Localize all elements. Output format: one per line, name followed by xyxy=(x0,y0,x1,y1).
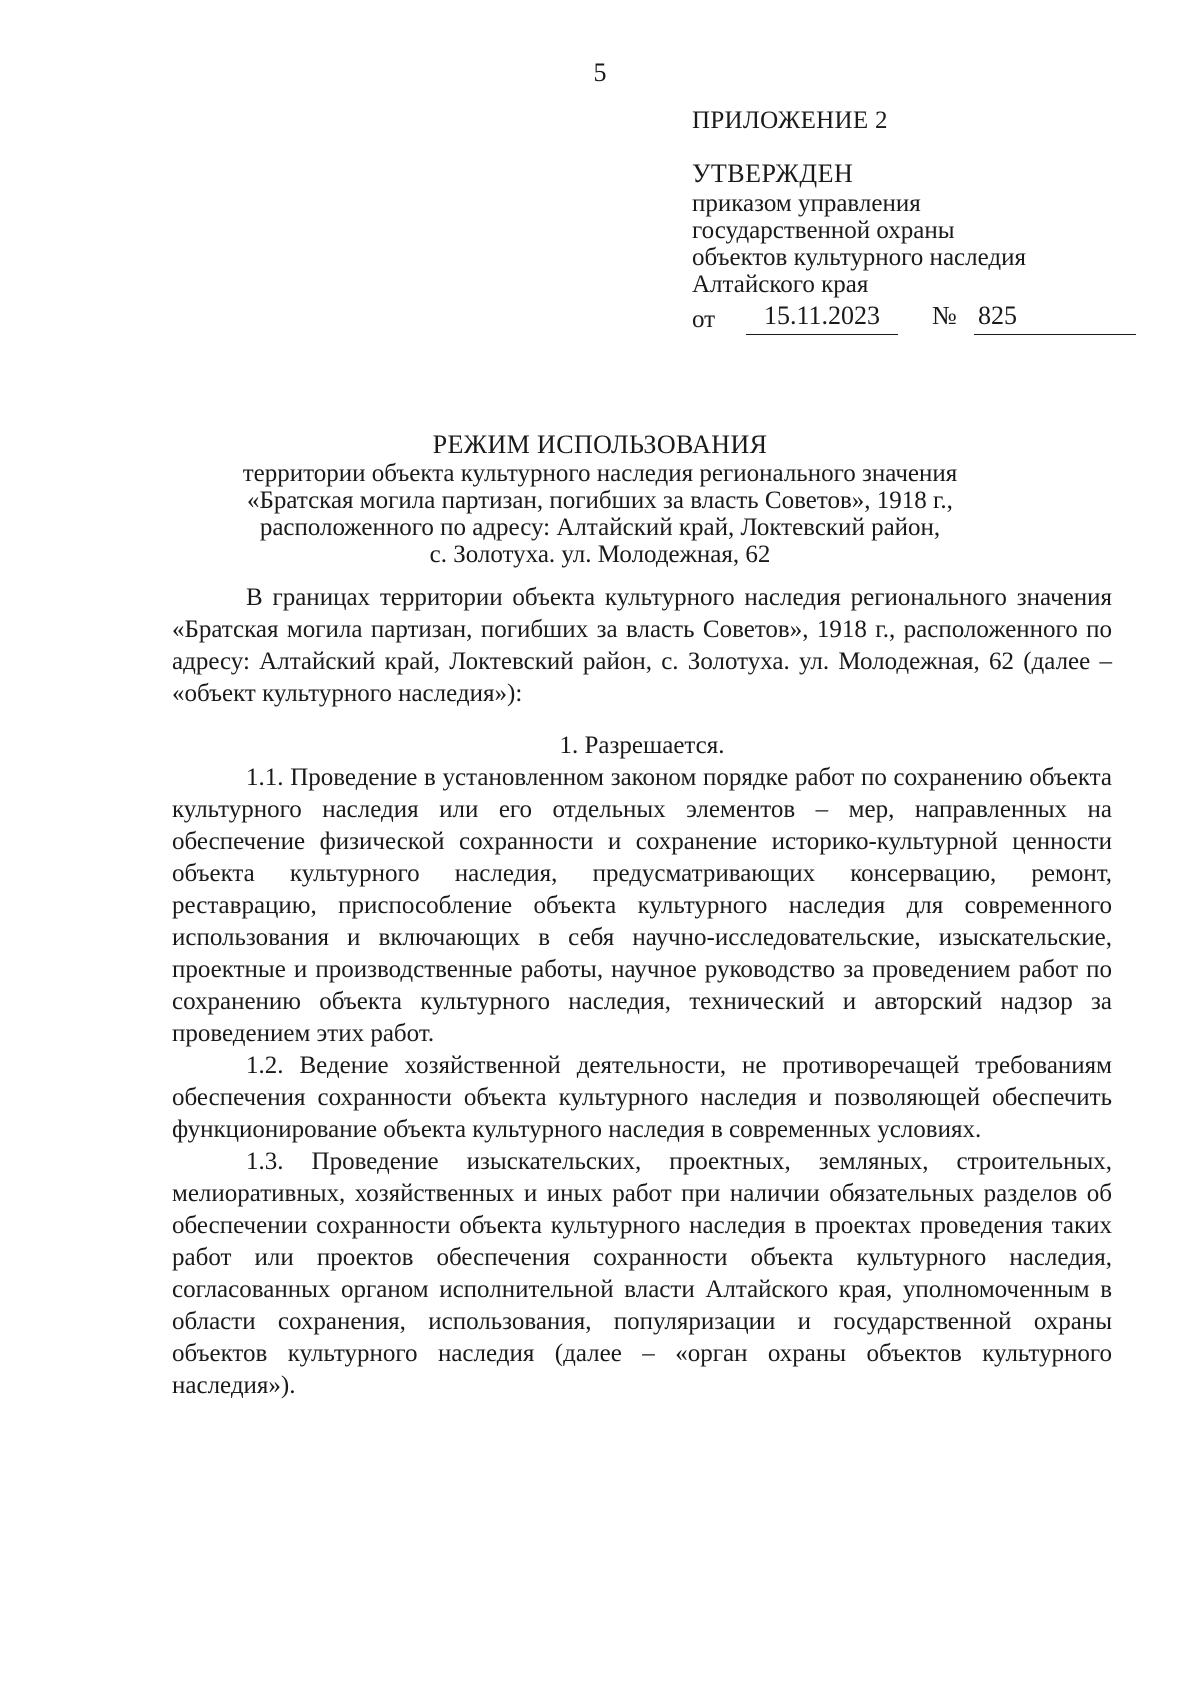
clause-1-2: 1.2. Ведение хозяйственной деятельности, не противоречащей требованиям обеспечения сохранности объекта культурного наследия и позволяющей обеспечить функционирование объекта культурного наследия в современных условиях. xyxy=(172,1052,1112,1143)
approval-stamp-block xyxy=(692,104,1132,340)
issuer-line-3: объектов культурного наследия xyxy=(692,244,1026,271)
order-date-line xyxy=(692,300,1132,340)
document-title: РЕЖИМ ИСПОЛЬЗОВАНИЯ xyxy=(432,430,768,459)
subtitle-line-3: расположенного по адресу: Алтайский край, Локтевский район, xyxy=(259,514,941,541)
issuer-line-4: Алтайского края xyxy=(692,271,869,298)
approved-label: УТВЕРЖДЕН xyxy=(692,159,854,188)
order-number: 825 xyxy=(974,300,1136,335)
section-1-heading: 1. Разрешается. xyxy=(559,732,725,759)
subtitle-line-4: с. Золотуха. ул. Молодежная, 62 xyxy=(429,541,771,568)
issuer-line-2: государственной охраны xyxy=(692,217,955,244)
order-date: 15.11.2023 xyxy=(746,300,898,335)
document-body xyxy=(172,582,1112,1402)
intro-paragraph: В границах территории объекта культурного наследия регионального значения «Братская могила партизан, погибших за власть Советов», 1918 г., расположенного по адресу: Алтайский край, Локтевский район, с. Золотуха. ул. Молодежная, 62 (далее – «объект культурного наследия»): xyxy=(172,584,1112,707)
page-number: 5 xyxy=(593,58,607,87)
date-prefix: от xyxy=(692,306,716,333)
subtitle-line-2: «Братская могила партизан, погибших за власть Советов», 1918 г., xyxy=(247,487,953,514)
issuer-line-1: приказом управления xyxy=(692,190,921,217)
subtitle-line-1: территории объекта культурного наследия регионального значения xyxy=(242,460,958,487)
clause-1-1: 1.1. Проведение в установленном законом порядке работ по сохранению объекта культурного наследия или его отдельных элементов – мер, направленных на обеспечение физической сохранности и сохранение историко-культурной ценности объекта культурного наследия, предусматривающих консервацию, ремонт, реставрацию, приспособление объекта культурного наследия для современного использования и включающих в себя научно-исследовательские, изыскательские, проектные и производственные работы, научное руководство за проведением работ по сохранению объекта культурного наследия, технический и авторский надзор за проведением этих работ. xyxy=(172,764,1112,1047)
appendix-label: ПРИЛОЖЕНИЕ 2 xyxy=(692,107,888,134)
number-sign: № xyxy=(932,301,957,330)
document-title-block xyxy=(0,430,1200,568)
clause-1-3: 1.3. Проведение изыскательских, проектных, земляных, строительных, мелиоративных, хозяйственных и иных работ при наличии обязательных разделов об обеспечении сохранности объекта культурного наследия в проектах проведения таких работ или проектов обеспечения сохранности объекта культурного наследия, согласованных органом исполнительной власти Алтайского края, уполномоченным в области сохранения, использования, популяризации и государственной охраны объектов культурного наследия (далее – «орган охраны объектов культурного наследия»). xyxy=(172,1148,1112,1399)
